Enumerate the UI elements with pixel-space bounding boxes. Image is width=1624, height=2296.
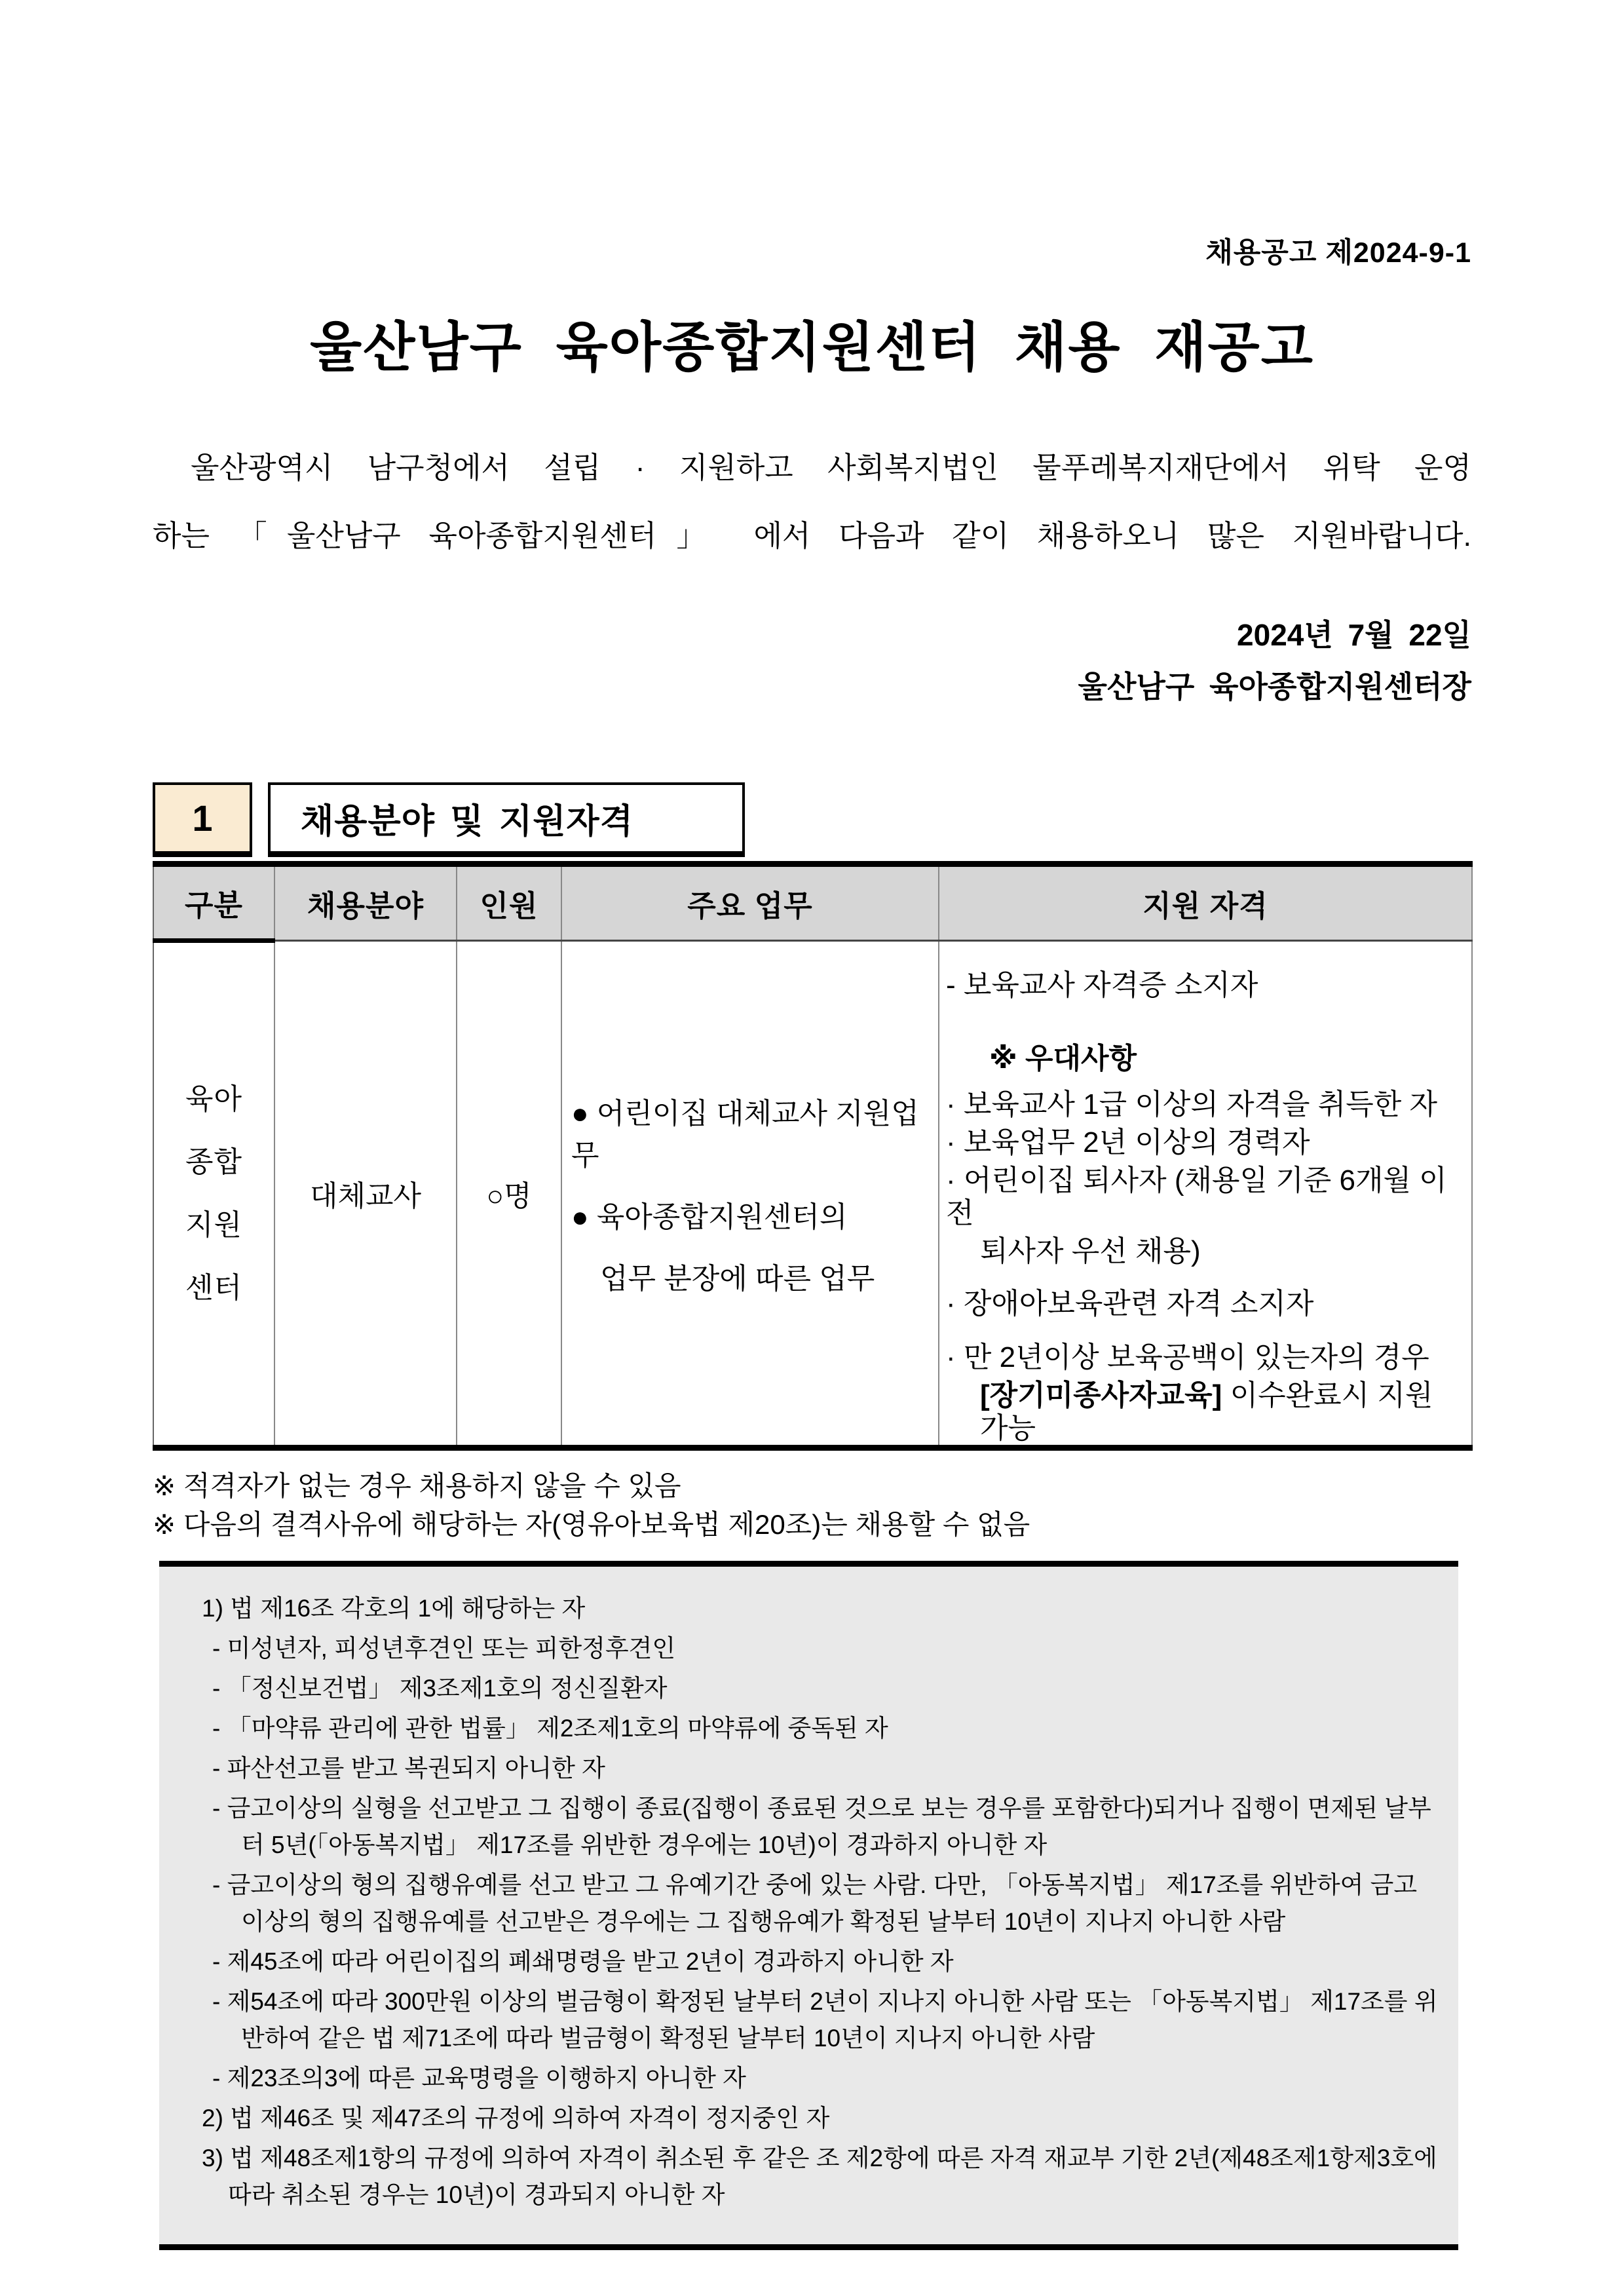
category-line: 육아: [185, 1083, 242, 1115]
category-line: 지원: [185, 1209, 242, 1241]
intro-line-2: 하는 「울산남구 육아종합지원센터」 에서 다음과 같이 채용하오니 많은 지원바랍니다.: [153, 519, 1471, 552]
page-title: 울산남구 육아종합지원센터 채용 재공고: [310, 318, 1314, 377]
preferred-item: · 보육업무 2년 이상의 경력자: [946, 1126, 1310, 1158]
date-signature-block: [153, 609, 1471, 713]
signature: 울산남구 육아종합지원센터장: [1078, 670, 1471, 704]
notes: [153, 1466, 1471, 1544]
disqualification-item: - 제54조에 따라 300만원 이상의 벌금형이 확정된 날부터 2년이 지나지 아니한 사람 또는 「아동복지법」 제17조를 위반하여 같은 법 제71조에 따라 벌금형이 확정된 날부터 10년이 지나지 아니한 사람: [212, 1988, 1438, 2052]
cell-headcount: ○명: [457, 941, 561, 1448]
gap-education-rest: 이수완료시 지원 가능: [980, 1379, 1433, 1444]
disqualification-item: - 금고이상의 형의 집행유예를 선고 받고 그 유예기간 중에 있는 사람. 다만, 「아동복지법」 제17조를 위반하여 금고 이상의 형의 집행유예를 선고받은 경우에는 그 집행유예가 확정된 날부터 10년이 지나지 아니한 사람: [212, 1871, 1418, 1935]
duty-line-wrap: 업무 분장에 따른 업무: [600, 1263, 875, 1295]
col-header-headcount: 인원: [457, 864, 561, 941]
document-content: [153, 0, 1471, 2250]
disqualification-item: - 제23조의3에 따른 교육명령을 이행하지 아니한 자: [212, 2065, 746, 2092]
notice-date: 2024년 7월 22일: [1237, 618, 1471, 652]
category-line: 종합: [185, 1146, 242, 1178]
cell-category: [153, 941, 274, 1448]
disqualification-item: 3) 법 제48조제1항의 규정에 의하여 자격이 취소된 후 같은 조 제2항에 따른 자격 재교부 기한 2년(제48조제1항제3호에 따라 취소된 경우는 10년)이 경과되지 아니한 자: [202, 2145, 1437, 2208]
qualification-required: - 보육교사 자격증 소지자: [946, 969, 1258, 1001]
section-title: 채용분야 및 지원자격: [268, 782, 745, 857]
duty-line: ● 육아종합지원센터의: [571, 1201, 848, 1233]
table-header-row: [153, 864, 1472, 941]
preferred-item: · 보육교사 1급 이상의 자격을 취득한 자: [946, 1088, 1438, 1120]
disqualification-item: - 「마약류 관리에 관한 법률」 제2조제1호의 마약류에 중독된 자: [212, 1715, 888, 1742]
cell-duties: [561, 941, 939, 1448]
preferred-item-wrap: [946, 1379, 1466, 1445]
col-header-duties: 주요 업무: [561, 864, 939, 941]
preferred-item: · 장애아보육관련 자격 소지자: [946, 1288, 1314, 1320]
cell-field: 대체교사: [274, 941, 457, 1448]
disqualification-item: - 「정신보건법」 제3조제1호의 정신질환자: [212, 1675, 668, 1702]
intro-paragraph: [153, 434, 1471, 570]
preferred-item: · 만 2년이상 보육공백이 있는자의 경우: [946, 1341, 1429, 1373]
disqualification-item: - 제45조에 따라 어린이집의 폐쇄명령을 받고 2년이 경과하지 아니한 자: [212, 1948, 954, 1975]
col-header-qualifications: 지원 자격: [939, 864, 1472, 941]
recruitment-table: [153, 861, 1473, 1451]
col-header-field: 채용분야: [274, 864, 457, 941]
note-line: ※ 적격자가 없는 경우 채용하지 않을 수 있음: [153, 1470, 681, 1501]
gap-education-bold: [장기미종사자교육]: [980, 1379, 1222, 1411]
doc-number: 채용공고 제2024-9-1: [1205, 237, 1471, 269]
disqualification-box: [159, 1561, 1458, 2250]
section-1-header: [153, 782, 1471, 857]
disqualification-item: 2) 법 제46조 및 제47조의 규정에 의하여 자격이 정지중인 자: [202, 2105, 830, 2132]
disqualification-item: - 미성년자, 피성년후견인 또는 피한정후견인: [212, 1635, 676, 1662]
section-number-badge: 1: [153, 782, 252, 857]
intro-line-1: 울산광역시 남구청에서 설립 · 지원하고 사회복지법인 물푸레복지재단에서 위탁 운영: [191, 451, 1471, 484]
duty-line: ● 어린이집 대체교사 지원업무: [571, 1098, 919, 1172]
category-line: 센터: [185, 1272, 242, 1304]
disqualification-item: - 금고이상의 실형을 선고받고 그 집행이 종료(집행이 종료된 것으로 보는 경우를 포함한다)되거나 집행이 면제된 날부터 5년(「아동복지법」 제17조를 위반한 경우에는 10년)이 경과하지 아니한 자: [212, 1795, 1431, 1858]
table-row: [153, 941, 1472, 1448]
preferred-item-wrap: 퇴사자 우선 채용): [980, 1235, 1201, 1267]
preferred-item: · 어린이집 퇴사자 (채용일 기준 6개월 이전: [946, 1164, 1447, 1229]
disqualification-item: - 파산선고를 받고 복권되지 아니한 자: [212, 1755, 605, 1782]
col-header-category: 구분: [153, 864, 274, 941]
preferred-title: ※ 우대사항: [989, 1043, 1137, 1075]
cell-qualifications: [939, 941, 1472, 1448]
note-line: ※ 다음의 결격사유에 해당하는 자(영유아보육법 제20조)는 채용할 수 없음: [153, 1509, 1030, 1540]
disqualification-item: 1) 법 제16조 각호의 1에 해당하는 자: [202, 1595, 586, 1622]
